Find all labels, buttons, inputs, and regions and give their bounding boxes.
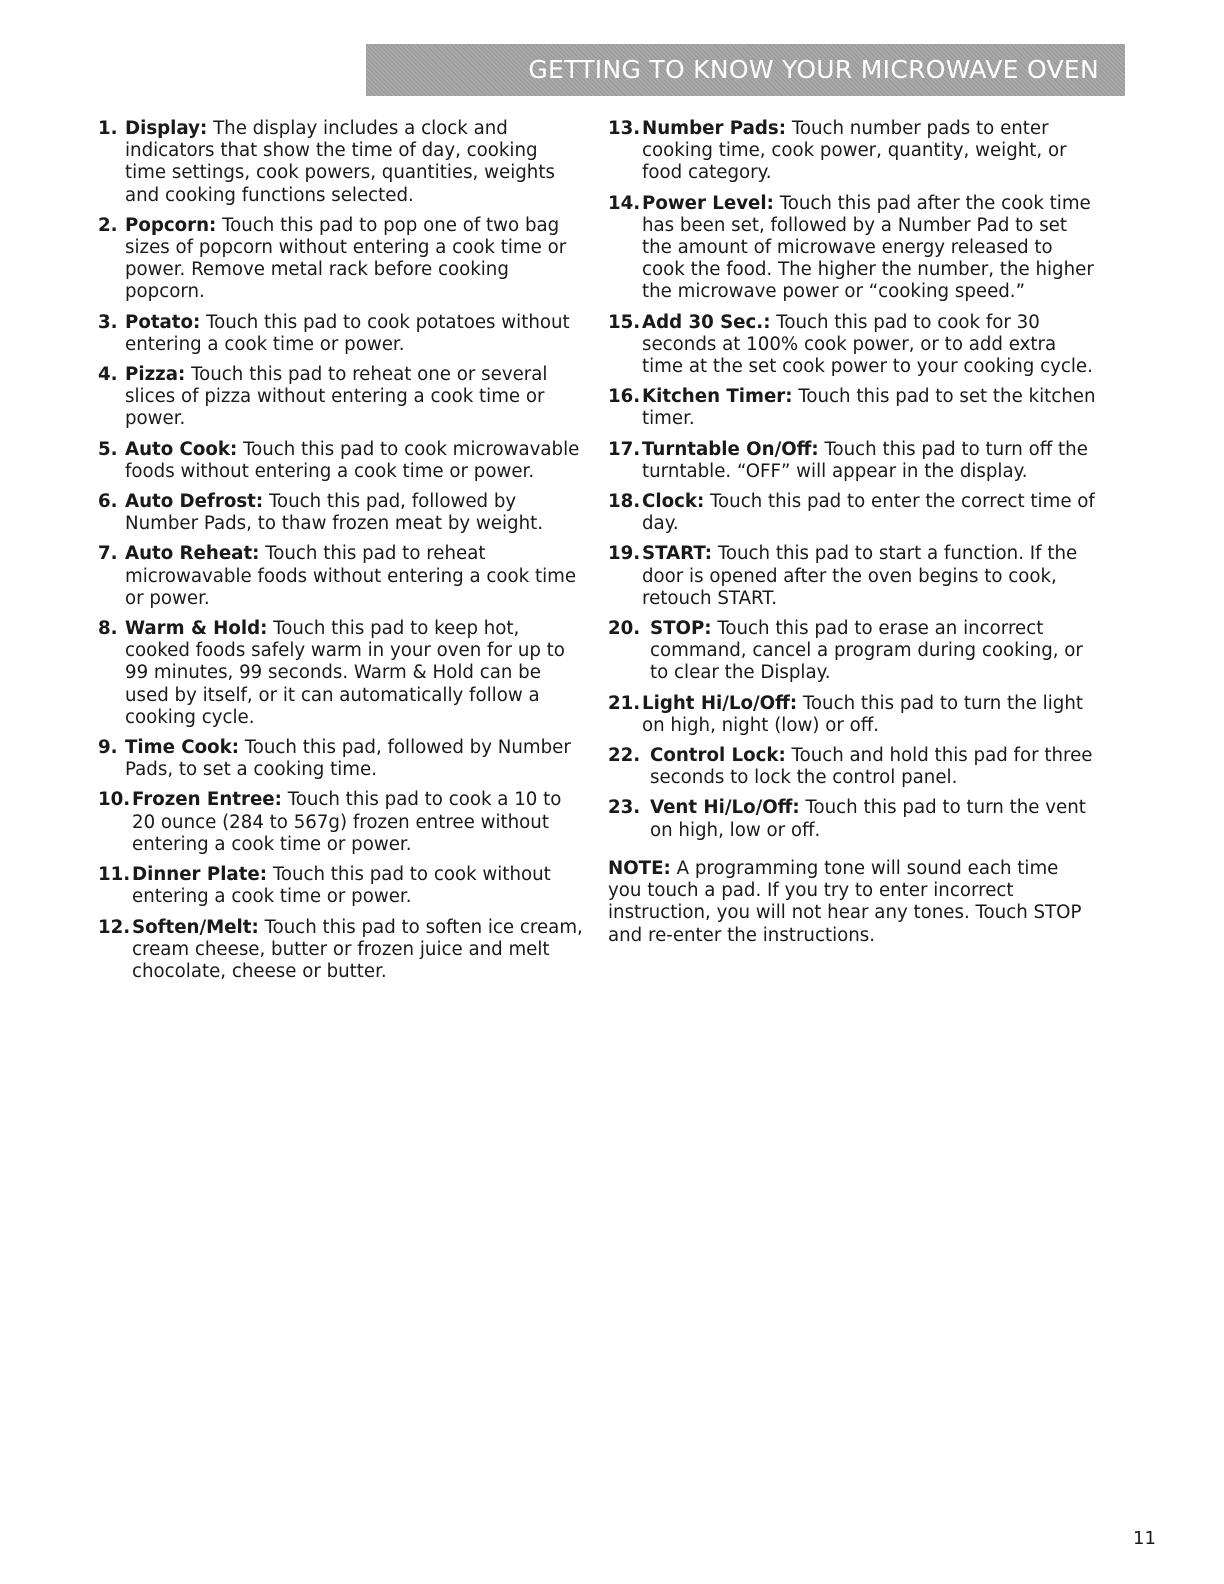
- list-item: [608, 618, 1096, 685]
- item-number: 5.: [98, 438, 118, 460]
- item-term: START:: [642, 543, 713, 565]
- item-term: Time Cook:: [125, 737, 239, 759]
- item-number: 4.: [98, 364, 118, 386]
- item-term: Auto Reheat:: [125, 543, 260, 565]
- item-term: Warm & Hold:: [125, 618, 268, 640]
- note-paragraph: [608, 858, 1096, 947]
- item-text: Touch this pad to cook microwavable foods without entering a cook time or power.: [125, 438, 580, 482]
- item-term: Control Lock:: [650, 745, 786, 767]
- item-number: 7.: [98, 543, 118, 565]
- list-item: [608, 693, 1096, 737]
- list-item: [98, 789, 583, 856]
- item-number: 6.: [98, 491, 118, 513]
- item-number: 11.: [98, 864, 131, 886]
- section-banner: [366, 44, 1125, 96]
- list-item: [608, 386, 1096, 430]
- list-item: [98, 917, 583, 984]
- item-number: 22.: [608, 745, 641, 767]
- item-term: Power Level:: [642, 192, 774, 214]
- list-item: [98, 439, 583, 483]
- item-text: Touch and hold this pad for three seconds to lock the control panel.: [650, 745, 1093, 789]
- item-term: Popcorn:: [125, 214, 217, 236]
- item-number: 21.: [608, 692, 641, 714]
- item-text: Touch this pad to set the kitchen timer.: [642, 386, 1096, 430]
- item-text: Touch this pad to turn the light on high, night (low) or off.: [642, 692, 1083, 736]
- item-text: The display includes a clock and indicators that show the time of day, cooking time settings, cook powers, quantities, weights and cooking functions selected.: [125, 118, 555, 206]
- item-term: Pizza:: [125, 364, 186, 386]
- item-number: 1.: [98, 118, 118, 139]
- item-text: Touch this pad, followed by Number Pads, to thaw frozen meat by weight.: [125, 491, 544, 535]
- item-term: Clock:: [642, 491, 705, 513]
- item-text: Touch this pad to pop one of two bag sizes of popcorn without entering a cook time or power. Remove metal rack before cooking popcorn.: [125, 214, 567, 303]
- item-number: 23.: [608, 797, 641, 819]
- item-term: STOP:: [650, 618, 712, 640]
- item-term: Kitchen Timer:: [642, 386, 793, 408]
- section-title: GETTING TO KNOW YOUR MICROWAVE OVEN: [528, 55, 1099, 84]
- item-text: Touch this pad to cook potatoes without entering a cook time or power.: [125, 311, 570, 355]
- list-item: [608, 797, 1096, 841]
- list-item: [98, 118, 583, 207]
- item-text: Touch this pad after the cook time has been set, followed by a Number Pad to set the amount of microwave energy released to cook the food. The higher the number, the higher the microwave power or “cooking speed.”: [642, 192, 1094, 303]
- item-text: Touch this pad, followed by Number Pads, to set a cooking time.: [125, 737, 571, 781]
- item-term: Dinner Plate:: [132, 864, 268, 886]
- list-item: [98, 618, 583, 729]
- item-number: 9.: [98, 737, 118, 759]
- list-item: [98, 543, 583, 610]
- list-item: [98, 364, 583, 431]
- item-text: Touch this pad to turn off the turntable. “OFF” will appear in the display.: [642, 438, 1088, 482]
- item-term: Light Hi/Lo/Off:: [642, 692, 798, 714]
- item-text: Touch this pad to cook without entering a cook time or power.: [132, 864, 551, 908]
- item-text: Touch this pad to start a function. If the door is opened after the oven begins to cook, retouch START.: [642, 543, 1078, 609]
- item-term: Auto Defrost:: [125, 491, 264, 513]
- item-text: Touch this pad to keep hot, cooked foods safely warm in your oven for up to 99 minutes, 99 seconds. Warm & Hold can be used by itself, or it can automatically follow a cooking cycle.: [125, 618, 565, 728]
- item-number: 13.: [608, 118, 641, 139]
- item-text: Touch this pad to cook for 30 seconds at 100% cook power, or to add extra time at the set cook power to your cooking cycle.: [642, 311, 1093, 378]
- item-term: Add 30 Sec.:: [642, 311, 771, 333]
- item-number: 10.: [98, 789, 131, 811]
- item-number: 20.: [608, 618, 641, 640]
- list-item: [98, 737, 583, 781]
- item-text: Touch this pad to erase an incorrect command, cancel a program during cooking, or to clear the Display.: [650, 618, 1083, 684]
- list-item: [608, 312, 1096, 379]
- item-number: 14.: [608, 192, 641, 214]
- item-number: 16.: [608, 386, 641, 408]
- item-number: 19.: [608, 543, 641, 565]
- item-number: 12.: [98, 916, 131, 938]
- item-text: Touch this pad to soften ice cream, cream cheese, butter or frozen juice and melt chocolate, cheese or butter.: [132, 916, 583, 982]
- item-number: 17.: [608, 438, 641, 460]
- page-number: 11: [1133, 1528, 1156, 1549]
- list-item: [98, 215, 583, 304]
- right-column: [608, 118, 1096, 947]
- item-term: Turntable On/Off:: [642, 438, 819, 460]
- item-number: 2.: [98, 214, 118, 236]
- item-term: Vent Hi/Lo/Off:: [650, 797, 800, 819]
- note-text: A programming tone will sound each time you touch a pad. If you try to enter incorrect instruction, you will not hear any tones. Touch STOP and re-enter the instructions.: [608, 857, 1082, 946]
- list-item: [608, 745, 1096, 789]
- item-number: 18.: [608, 491, 641, 513]
- item-text: Touch this pad to reheat microwavable foods without entering a cook time or power.: [125, 543, 577, 609]
- left-column: [98, 118, 583, 991]
- list-item: [608, 439, 1096, 483]
- item-text: Touch this pad to enter the correct time of day.: [642, 491, 1095, 535]
- item-number: 8.: [98, 618, 118, 640]
- list-item: [98, 312, 583, 356]
- list-item: [608, 543, 1096, 610]
- item-number: 3.: [98, 311, 118, 333]
- list-item: [98, 864, 583, 908]
- list-item: [98, 491, 583, 535]
- item-number: 15.: [608, 311, 641, 333]
- item-term: Frozen Entree:: [132, 789, 282, 811]
- item-term: Potato:: [125, 311, 201, 333]
- list-item: [608, 491, 1096, 535]
- item-term: Soften/Melt:: [132, 916, 259, 938]
- item-term: Auto Cook:: [125, 438, 238, 460]
- list-item: [608, 118, 1096, 185]
- list-item: [608, 193, 1096, 304]
- item-text: Touch this pad to turn the vent on high, low or off.: [650, 797, 1086, 841]
- note-label: NOTE:: [608, 857, 671, 879]
- item-term: Display:: [125, 118, 208, 139]
- item-text: Touch this pad to reheat one or several slices of pizza without entering a cook time or power.: [125, 364, 548, 430]
- item-text: Touch this pad to cook a 10 to 20 ounce (284 to 567g) frozen entree without entering a cook time or power.: [132, 789, 562, 855]
- item-text: Touch number pads to enter cooking time, cook power, quantity, weight, or food category.: [642, 118, 1067, 184]
- item-term: Number Pads:: [642, 118, 787, 139]
